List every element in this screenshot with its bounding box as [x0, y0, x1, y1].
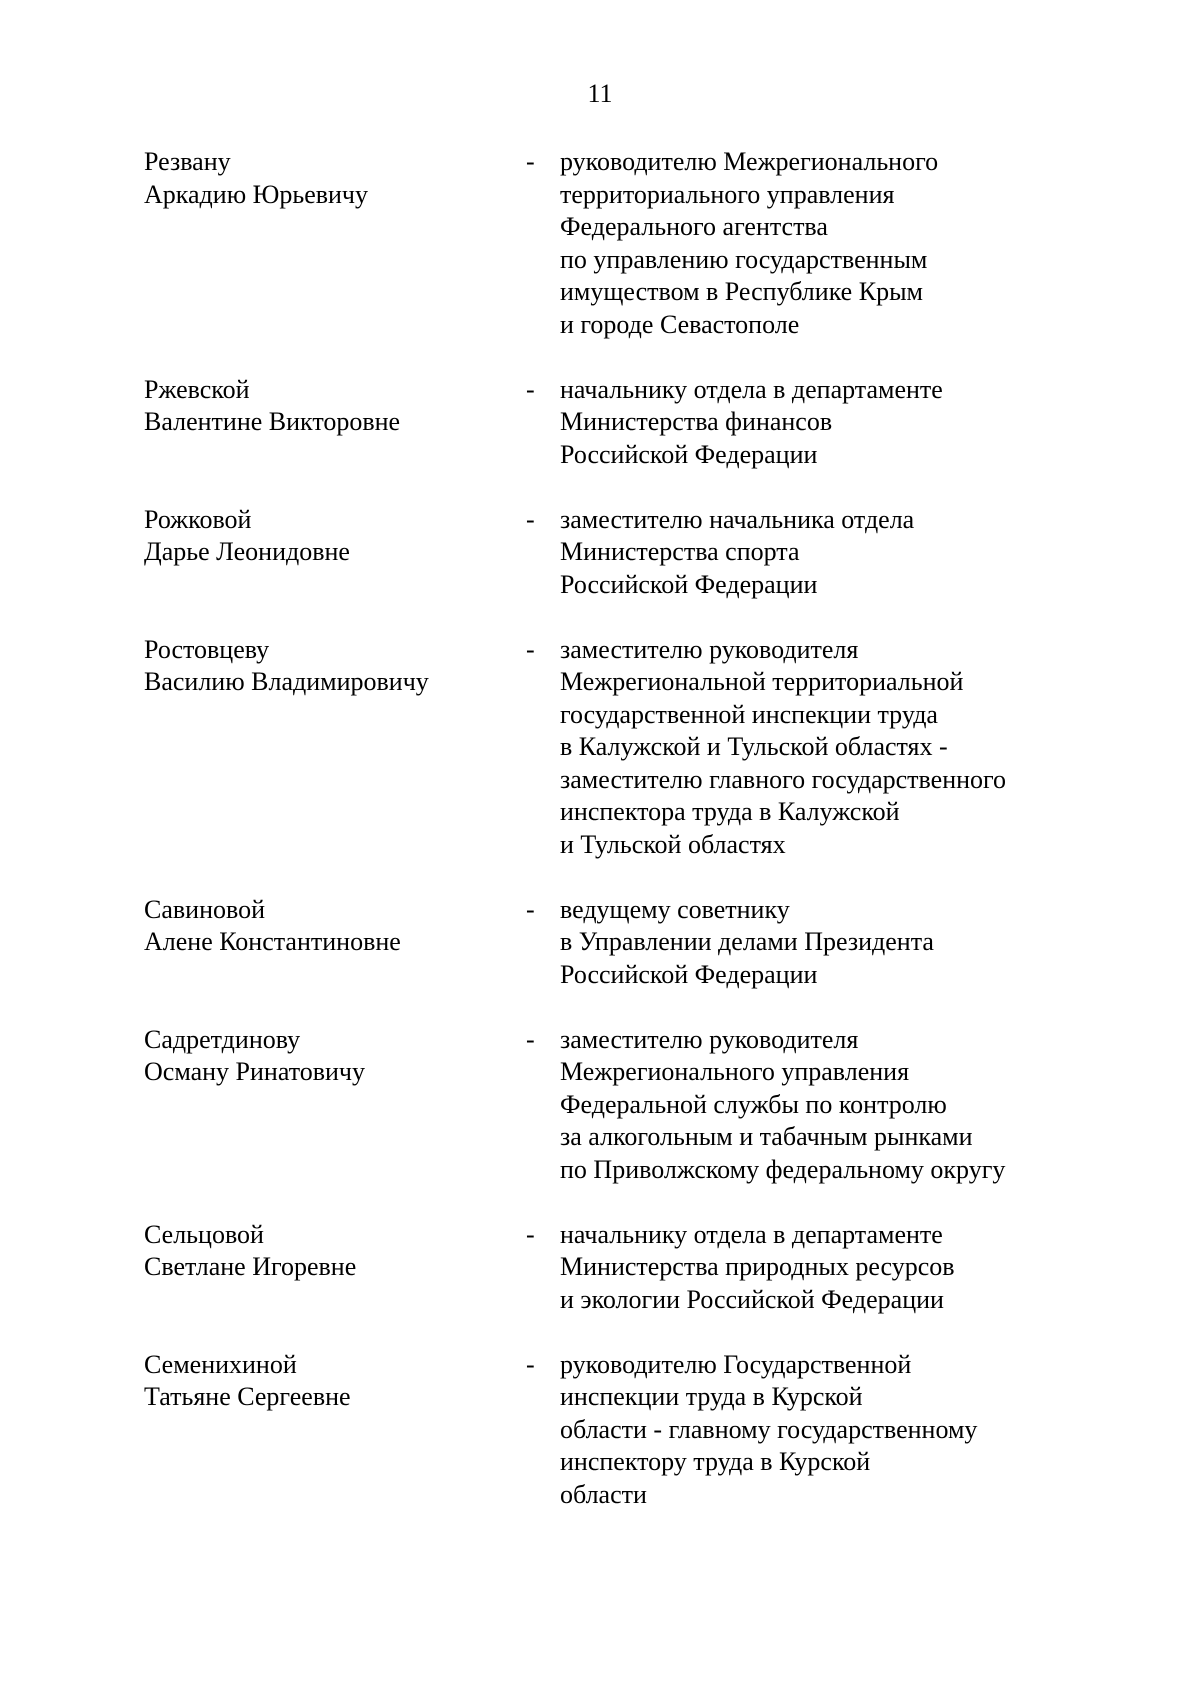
appointee-position-line: за алкогольным и табачным рынками [560, 1122, 973, 1151]
appointee-name [144, 1024, 514, 1089]
appointee-name [144, 1349, 514, 1414]
appointee-position-line: и экологии Российской Федерации [560, 1284, 944, 1314]
appointee-position-line: заместителю руководителя [560, 634, 859, 664]
appointee-position-line: и городе Севастополе [560, 309, 800, 339]
entry-dash: - [526, 504, 535, 534]
appointee-name [144, 374, 514, 439]
appointee-position [560, 374, 1120, 472]
appointee-position-line: Российской Федерации [560, 959, 818, 989]
appointee-entry [0, 504, 1200, 602]
appointee-position-line: Министерства спорта [560, 537, 800, 566]
appointee-position-line: начальнику отдела в департаменте [560, 1219, 943, 1249]
appointee-position [560, 146, 1120, 341]
appointee-position-line: руководителю Межрегионального [560, 147, 939, 176]
appointee-position-line: территориального управления [560, 179, 895, 209]
entry-dash: - [526, 1024, 535, 1054]
entry-dash: - [526, 374, 535, 404]
appointee-position-line: заместителю начальника отдела [560, 504, 915, 534]
appointee-position-line: области - главному государственному [560, 1414, 978, 1444]
appointee-position-line: Федеральной службы по контролю [560, 1089, 947, 1119]
appointee-name [144, 634, 514, 699]
appointee-entry [0, 374, 1200, 472]
appointee-entry [0, 894, 1200, 992]
appointee-position-line: в Калужской и Тульской областях - [560, 732, 948, 761]
appointee-position-line: и Тульской областях [560, 829, 786, 859]
appointee-position-line: ведущему советнику [560, 894, 790, 924]
appointee-position-line: руководителю Государственной [560, 1349, 912, 1379]
appointee-name [144, 146, 514, 211]
appointee-entry [0, 1219, 1200, 1317]
appointee-position-line: заместителю руководителя [560, 1024, 859, 1054]
appointee-position-line: Российской Федерации [560, 569, 818, 599]
appointee-entry [0, 1024, 1200, 1187]
appointee-entry [0, 1349, 1200, 1512]
appointee-entry [0, 634, 1200, 862]
appointee-entry [0, 146, 1200, 341]
appointee-name-line: Осману Ринатовичу [144, 1057, 365, 1086]
appointee-position-line: Межрегиональной территориальной [560, 667, 964, 696]
appointee-name-line: Валентине Викторовне [144, 407, 401, 436]
entry-dash: - [526, 1219, 535, 1249]
appointee-list [0, 146, 1200, 1544]
appointee-name-line: Сельцовой [144, 1219, 264, 1249]
appointee-position [560, 1024, 1120, 1187]
appointee-position-line: Межрегионального управления [560, 1057, 910, 1086]
appointee-position-line: по Приволжскому федеральному округу [560, 1154, 1006, 1184]
appointee-position-line: Министерства природных ресурсов [560, 1252, 955, 1281]
entry-dash: - [526, 634, 535, 664]
appointee-position [560, 1219, 1120, 1317]
appointee-name-line: Василию Владимировичу [144, 667, 429, 696]
appointee-position-line: области [560, 1479, 647, 1509]
entry-dash: - [526, 1349, 535, 1379]
entry-dash: - [526, 894, 535, 924]
appointee-name-line: Алене Константиновне [144, 927, 401, 956]
appointee-position-line: начальнику отдела в департаменте [560, 374, 943, 404]
appointee-position-line: инспектора труда в Калужской [560, 797, 900, 826]
appointee-position [560, 894, 1120, 992]
appointee-name-line: Рожковой [144, 504, 252, 534]
appointee-position-line: инспектору труда в Курской [560, 1447, 871, 1476]
appointee-position-line: Федерального агентства [560, 212, 828, 241]
appointee-position-line: инспекции труда в Курской [560, 1382, 863, 1411]
appointee-position [560, 634, 1120, 862]
appointee-name-line: Татьяне Сергеевне [144, 1382, 351, 1411]
appointee-name [144, 504, 514, 569]
appointee-name-line: Ржевской [144, 374, 250, 404]
appointee-name-line: Садретдинову [144, 1024, 301, 1054]
appointee-position-line: заместителю главного государственного [560, 764, 1007, 794]
appointee-position-line: государственной инспекции труда [560, 699, 938, 729]
appointee-name [144, 894, 514, 959]
appointee-name-line: Дарье Леонидовне [144, 537, 350, 566]
appointee-name-line: Ростовцеву [144, 634, 270, 664]
appointee-name-line: Савиновой [144, 894, 265, 924]
appointee-name-line: Светлане Игоревне [144, 1252, 357, 1281]
page-number: 11 [587, 79, 613, 108]
appointee-name-line: Резвану [144, 147, 231, 176]
appointee-name-line: Семенихиной [144, 1349, 297, 1379]
appointee-name-line: Аркадию Юрьевичу [144, 179, 369, 209]
appointee-name [144, 1219, 514, 1284]
appointee-position-line: Российской Федерации [560, 439, 818, 469]
appointee-position [560, 1349, 1120, 1512]
appointee-position-line: по управлению государственным [560, 244, 928, 274]
entry-dash: - [526, 147, 535, 176]
appointee-position-line: Министерства финансов [560, 407, 833, 436]
appointee-position [560, 504, 1120, 602]
appointee-position-line: имуществом в Республике Крым [560, 277, 923, 306]
appointee-position-line: в Управлении делами Президента [560, 927, 934, 956]
